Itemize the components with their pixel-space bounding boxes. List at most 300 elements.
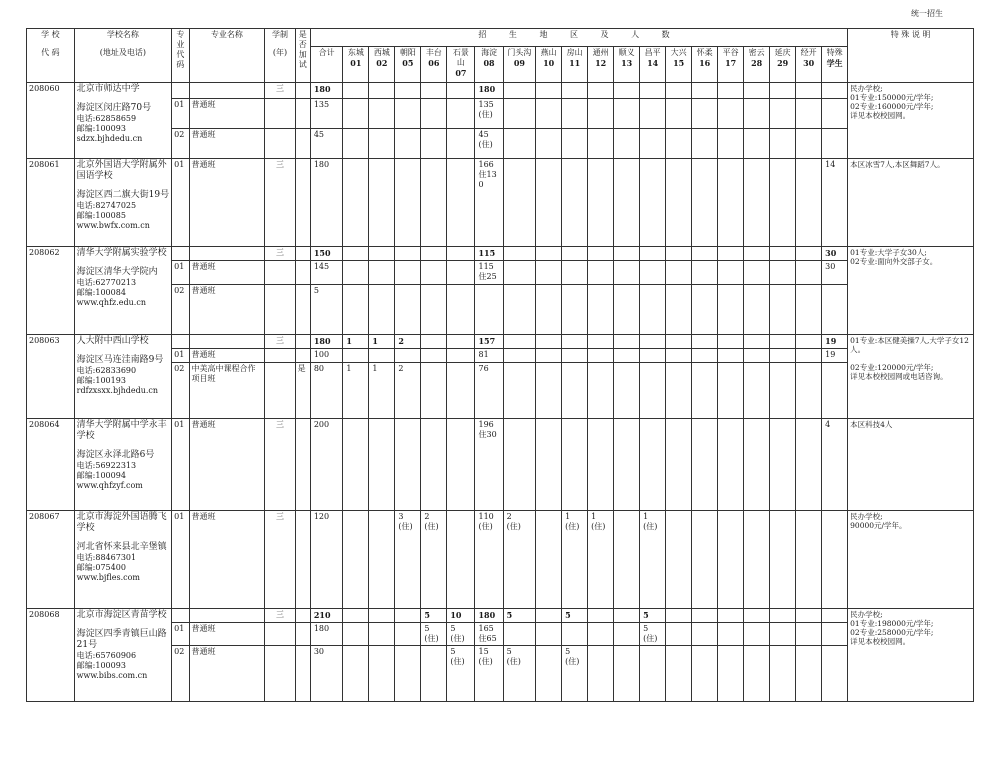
quota-cell	[796, 511, 822, 609]
quota-cell	[718, 129, 744, 159]
quota-cell	[666, 129, 692, 159]
quota-cell	[692, 335, 718, 349]
quota-cell: 100	[310, 349, 343, 363]
major-code: 01	[172, 623, 189, 646]
quota-cell: 110 (住)	[475, 511, 503, 609]
quota-cell	[640, 247, 666, 261]
quota-cell	[562, 99, 588, 129]
quota-cell	[692, 419, 718, 511]
quota-cell	[503, 83, 536, 99]
quota-cell	[614, 99, 640, 129]
quota-cell	[421, 646, 447, 702]
duration: 三	[265, 419, 295, 511]
header-region-12: 昌平 14	[640, 47, 666, 83]
quota-cell	[369, 247, 395, 261]
quota-cell	[395, 285, 421, 335]
extra-exam	[295, 247, 310, 261]
school-info	[74, 247, 172, 335]
major-code: 02	[172, 363, 189, 419]
quota-cell	[770, 609, 796, 623]
quota-cell: 210	[310, 609, 343, 623]
quota-cell	[822, 511, 848, 609]
extra-exam	[295, 511, 310, 609]
quota-cell	[447, 261, 475, 285]
quota-cell	[588, 159, 614, 247]
quota-cell	[640, 349, 666, 363]
major-name	[189, 83, 265, 99]
quota-cell	[796, 623, 822, 646]
quota-cell	[770, 623, 796, 646]
quota-cell	[588, 363, 614, 419]
quota-cell: 196 住30	[475, 419, 503, 511]
quota-cell	[796, 349, 822, 363]
quota-cell: 1	[343, 335, 369, 349]
quota-cell	[369, 419, 395, 511]
major-code	[172, 335, 189, 349]
quota-cell	[503, 285, 536, 335]
quota-cell	[475, 285, 503, 335]
quota-cell	[770, 419, 796, 511]
quota-cell	[770, 261, 796, 285]
quota-cell: 5 (住)	[640, 623, 666, 646]
quota-cell	[447, 285, 475, 335]
quota-cell	[822, 646, 848, 702]
special-note: 民办学校; 01专业:198000元/学年; 02专业:258000元/学年; 详见本校校园网。	[848, 609, 974, 702]
quota-cell	[614, 285, 640, 335]
quota-cell	[614, 511, 640, 609]
header-region-title: 招 生 地 区 及 人 数	[310, 29, 847, 47]
quota-cell	[536, 99, 562, 129]
major-code: 01	[172, 261, 189, 285]
quota-cell	[588, 335, 614, 349]
quota-cell	[395, 247, 421, 261]
quota-cell	[822, 285, 848, 335]
quota-cell	[503, 247, 536, 261]
quota-cell	[421, 247, 447, 261]
quota-cell	[744, 261, 770, 285]
quota-cell: 2	[395, 335, 421, 349]
header-region-5: 石景山 07	[447, 47, 475, 83]
school-name: 清华大学附属实验学校	[76, 248, 167, 258]
quota-cell: 5 (住)	[503, 646, 536, 702]
quota-cell	[343, 83, 369, 99]
header-region-7: 门头沟 09	[503, 47, 536, 83]
school-address: 海淀区清华大学院内	[76, 267, 158, 277]
quota-cell	[343, 129, 369, 159]
major-name: 普通班	[189, 349, 265, 363]
quota-cell	[822, 129, 848, 159]
quota-cell	[718, 363, 744, 419]
quota-cell: 2	[395, 363, 421, 419]
major-code	[172, 247, 189, 261]
quota-cell: 19	[822, 335, 848, 349]
header-region-11: 顺义 13	[614, 47, 640, 83]
school-info	[74, 83, 172, 159]
quota-cell	[447, 419, 475, 511]
header-region-19: 特殊 学生	[822, 47, 848, 83]
quota-cell	[822, 363, 848, 419]
school-contact: 电话:62833690 邮编:100193 rdfzxsxx.bjhdedu.cn	[76, 366, 159, 395]
table-row	[27, 609, 974, 623]
special-note: 01专业:本区健美操7人,大学子女12人。 02专业:120000元/学年; 详见本校校园网或电话咨询。	[848, 335, 974, 419]
quota-cell	[588, 261, 614, 285]
quota-cell	[614, 349, 640, 363]
quota-cell	[718, 261, 744, 285]
quota-cell: 14	[822, 159, 848, 247]
major-name: 普通班	[189, 159, 265, 247]
school-code: 208060	[27, 83, 75, 159]
special-note: 本区科技4人	[848, 419, 974, 511]
quota-cell	[562, 623, 588, 646]
quota-cell	[744, 623, 770, 646]
quota-cell	[666, 349, 692, 363]
quota-cell	[822, 609, 848, 623]
quota-cell	[343, 349, 369, 363]
quota-cell	[536, 159, 562, 247]
quota-cell	[343, 159, 369, 247]
special-note: 01专业:大学子女30人; 02专业:面向外交部子女。	[848, 247, 974, 335]
quota-cell: 45	[310, 129, 343, 159]
quota-cell	[640, 646, 666, 702]
quota-cell: 1 (住)	[588, 511, 614, 609]
quota-cell	[666, 335, 692, 349]
quota-cell	[796, 83, 822, 99]
quota-cell	[395, 159, 421, 247]
quota-cell	[536, 609, 562, 623]
school-name: 北京外国语大学附属外国语学校	[76, 160, 167, 181]
quota-cell: 135 (住)	[475, 99, 503, 129]
header-region-8: 燕山 10	[536, 47, 562, 83]
school-code: 208068	[27, 609, 75, 702]
major-name	[189, 609, 265, 623]
quota-cell	[796, 247, 822, 261]
quota-cell	[692, 623, 718, 646]
school-info	[74, 511, 172, 609]
major-code	[172, 609, 189, 623]
school-name: 清华大学附属中学永丰学校	[76, 420, 167, 441]
quota-cell	[692, 646, 718, 702]
quota-cell	[744, 159, 770, 247]
major-code: 02	[172, 646, 189, 702]
quota-cell: 2 (住)	[503, 511, 536, 609]
quota-cell	[770, 129, 796, 159]
extra-exam	[295, 285, 310, 335]
quota-cell	[666, 247, 692, 261]
quota-cell	[744, 335, 770, 349]
quota-cell: 165 住65	[475, 623, 503, 646]
quota-cell	[421, 159, 447, 247]
quota-cell	[503, 363, 536, 419]
quota-cell	[588, 99, 614, 129]
quota-cell	[744, 285, 770, 335]
quota-cell: 30	[310, 646, 343, 702]
header-region-13: 大兴 15	[666, 47, 692, 83]
table-row	[27, 83, 974, 99]
quota-cell	[796, 363, 822, 419]
quota-cell: 5 (住)	[421, 623, 447, 646]
quota-cell: 180	[310, 623, 343, 646]
quota-cell: 135	[310, 99, 343, 129]
header-region-9: 房山 11	[562, 47, 588, 83]
quota-cell	[588, 285, 614, 335]
quota-cell: 1	[369, 335, 395, 349]
quota-cell	[395, 261, 421, 285]
major-code: 01	[172, 99, 189, 129]
header-region-15: 平谷 17	[718, 47, 744, 83]
major-name	[189, 335, 265, 349]
duration	[265, 261, 295, 285]
quota-cell	[421, 335, 447, 349]
quota-cell	[692, 261, 718, 285]
quota-cell: 5 (住)	[447, 646, 475, 702]
quota-cell	[718, 609, 744, 623]
major-name: 普通班	[189, 419, 265, 511]
quota-cell	[588, 83, 614, 99]
quota-cell	[421, 261, 447, 285]
quota-cell	[718, 623, 744, 646]
quota-cell	[666, 159, 692, 247]
quota-cell: 180	[310, 335, 343, 349]
quota-cell	[395, 609, 421, 623]
quota-cell	[614, 83, 640, 99]
school-code: 208067	[27, 511, 75, 609]
quota-cell	[770, 335, 796, 349]
extra-exam	[295, 419, 310, 511]
quota-cell	[692, 129, 718, 159]
extra-exam	[295, 335, 310, 349]
quota-cell	[640, 285, 666, 335]
quota-cell: 4	[822, 419, 848, 511]
extra-exam	[295, 159, 310, 247]
quota-cell	[770, 83, 796, 99]
table-row	[27, 335, 974, 349]
quota-cell	[588, 646, 614, 702]
quota-cell: 10	[447, 609, 475, 623]
quota-cell	[369, 646, 395, 702]
quota-cell	[718, 511, 744, 609]
quota-cell	[718, 247, 744, 261]
header-school-name: 学校名称 (地址及电话)	[74, 29, 172, 83]
quota-cell	[421, 83, 447, 99]
quota-cell	[796, 335, 822, 349]
duration	[265, 99, 295, 129]
quota-cell	[614, 419, 640, 511]
quota-cell	[562, 285, 588, 335]
quota-cell	[536, 129, 562, 159]
quota-cell: 1	[343, 363, 369, 419]
school-contact: 电话:65760906 邮编:100093 www.bibs.com.cn	[76, 651, 148, 680]
quota-cell	[744, 609, 770, 623]
school-name: 北京市海淀区青苗学校	[76, 610, 167, 620]
quota-cell	[503, 623, 536, 646]
quota-cell: 5	[421, 609, 447, 623]
duration	[265, 363, 295, 419]
quota-cell	[796, 285, 822, 335]
quota-cell	[536, 349, 562, 363]
quota-cell	[447, 363, 475, 419]
quota-cell	[640, 363, 666, 419]
extra-exam	[295, 609, 310, 623]
quota-cell	[640, 261, 666, 285]
quota-cell	[796, 99, 822, 129]
major-name: 普通班	[189, 129, 265, 159]
duration: 三	[265, 159, 295, 247]
quota-cell	[343, 646, 369, 702]
quota-cell	[718, 335, 744, 349]
quota-cell	[692, 363, 718, 419]
quota-cell	[796, 129, 822, 159]
quota-cell	[718, 349, 744, 363]
quota-cell: 157	[475, 335, 503, 349]
quota-cell: 81	[475, 349, 503, 363]
school-info	[74, 419, 172, 511]
quota-cell	[395, 83, 421, 99]
header-region-18: 经开 30	[796, 47, 822, 83]
quota-cell: 180	[475, 609, 503, 623]
major-code: 01	[172, 419, 189, 511]
quota-cell	[796, 609, 822, 623]
header-duration: 学制 (年)	[265, 29, 295, 83]
quota-cell	[369, 511, 395, 609]
quota-cell: 166 住130	[475, 159, 503, 247]
quota-cell	[536, 511, 562, 609]
quota-cell	[536, 623, 562, 646]
header-region-1: 东城 01	[343, 47, 369, 83]
quota-cell	[822, 99, 848, 129]
quota-cell	[692, 349, 718, 363]
quota-cell	[562, 335, 588, 349]
quota-cell: 45 (住)	[475, 129, 503, 159]
header-region-14: 怀柔 16	[692, 47, 718, 83]
header-region-10: 通州 12	[588, 47, 614, 83]
major-code: 02	[172, 129, 189, 159]
quota-cell	[447, 129, 475, 159]
header-school-code: 学 校 代 码	[27, 29, 75, 83]
quota-cell	[503, 159, 536, 247]
school-contact: 电话:88467301 邮编:075400 www.bjfles.com	[76, 553, 141, 582]
major-code: 01	[172, 159, 189, 247]
major-name: 普通班	[189, 261, 265, 285]
school-info	[74, 335, 172, 419]
quota-cell: 5 (住)	[447, 623, 475, 646]
table-row	[27, 159, 974, 247]
quota-cell	[744, 349, 770, 363]
duration	[265, 129, 295, 159]
quota-cell	[536, 261, 562, 285]
quota-cell	[588, 349, 614, 363]
quota-cell	[640, 419, 666, 511]
quota-cell	[562, 363, 588, 419]
quota-cell	[343, 419, 369, 511]
school-contact: 电话:62770213 邮编:100084 www.qhfz.edu.cn	[76, 278, 146, 307]
quota-cell	[447, 335, 475, 349]
quota-cell: 120	[310, 511, 343, 609]
quota-cell	[744, 247, 770, 261]
major-name: 普通班	[189, 511, 265, 609]
quota-cell	[421, 129, 447, 159]
school-address: 海淀区西二旗大街19号	[76, 190, 170, 200]
quota-cell	[614, 646, 640, 702]
school-name: 人大附中西山学校	[76, 336, 149, 346]
quota-cell	[770, 363, 796, 419]
quota-cell	[744, 83, 770, 99]
quota-cell: 145	[310, 261, 343, 285]
special-note: 本区冰雪7人,本区舞蹈7人。	[848, 159, 974, 247]
quota-cell: 80	[310, 363, 343, 419]
quota-cell	[796, 159, 822, 247]
quota-cell	[369, 623, 395, 646]
quota-cell	[770, 511, 796, 609]
school-code: 208062	[27, 247, 75, 335]
quota-cell: 1 (住)	[640, 511, 666, 609]
quota-cell	[796, 419, 822, 511]
header-region-6: 海淀 08	[475, 47, 503, 83]
header-region-2: 西城 02	[369, 47, 395, 83]
quota-cell	[562, 349, 588, 363]
school-contact: 电话:62858659 邮编:100093 sdzx.bjhdedu.cn	[76, 114, 143, 143]
quota-cell	[343, 99, 369, 129]
quota-cell	[369, 99, 395, 129]
quota-cell	[343, 261, 369, 285]
quota-cell	[666, 419, 692, 511]
major-name	[189, 247, 265, 261]
quota-cell	[692, 247, 718, 261]
quota-cell: 115	[475, 247, 503, 261]
quota-cell	[770, 646, 796, 702]
quota-cell	[536, 247, 562, 261]
quota-cell	[395, 349, 421, 363]
major-code: 01	[172, 349, 189, 363]
quota-cell	[536, 646, 562, 702]
school-code: 208061	[27, 159, 75, 247]
school-info	[74, 609, 172, 702]
quota-cell	[640, 159, 666, 247]
quota-cell	[614, 623, 640, 646]
quota-cell	[369, 285, 395, 335]
special-note: 民办学校; 90000元/学年。	[848, 511, 974, 609]
quota-cell	[369, 83, 395, 99]
quota-cell	[666, 261, 692, 285]
quota-cell	[692, 285, 718, 335]
quota-cell	[369, 261, 395, 285]
quota-cell	[369, 349, 395, 363]
quota-cell: 5	[310, 285, 343, 335]
school-info	[74, 159, 172, 247]
quota-cell	[588, 129, 614, 159]
extra-exam	[295, 83, 310, 99]
quota-cell	[562, 247, 588, 261]
quota-cell	[562, 83, 588, 99]
quota-cell	[822, 83, 848, 99]
quota-cell	[343, 609, 369, 623]
quota-cell	[369, 159, 395, 247]
major-name: 普通班	[189, 623, 265, 646]
quota-cell	[770, 349, 796, 363]
major-code	[172, 83, 189, 99]
duration: 三	[265, 609, 295, 623]
table-row	[27, 511, 974, 609]
quota-cell	[395, 623, 421, 646]
extra-exam	[295, 646, 310, 702]
quota-cell	[666, 363, 692, 419]
quota-cell	[536, 335, 562, 349]
quota-cell	[614, 335, 640, 349]
quota-cell: 200	[310, 419, 343, 511]
quota-cell	[640, 83, 666, 99]
quota-cell	[447, 511, 475, 609]
quota-cell	[395, 646, 421, 702]
quota-cell: 76	[475, 363, 503, 419]
